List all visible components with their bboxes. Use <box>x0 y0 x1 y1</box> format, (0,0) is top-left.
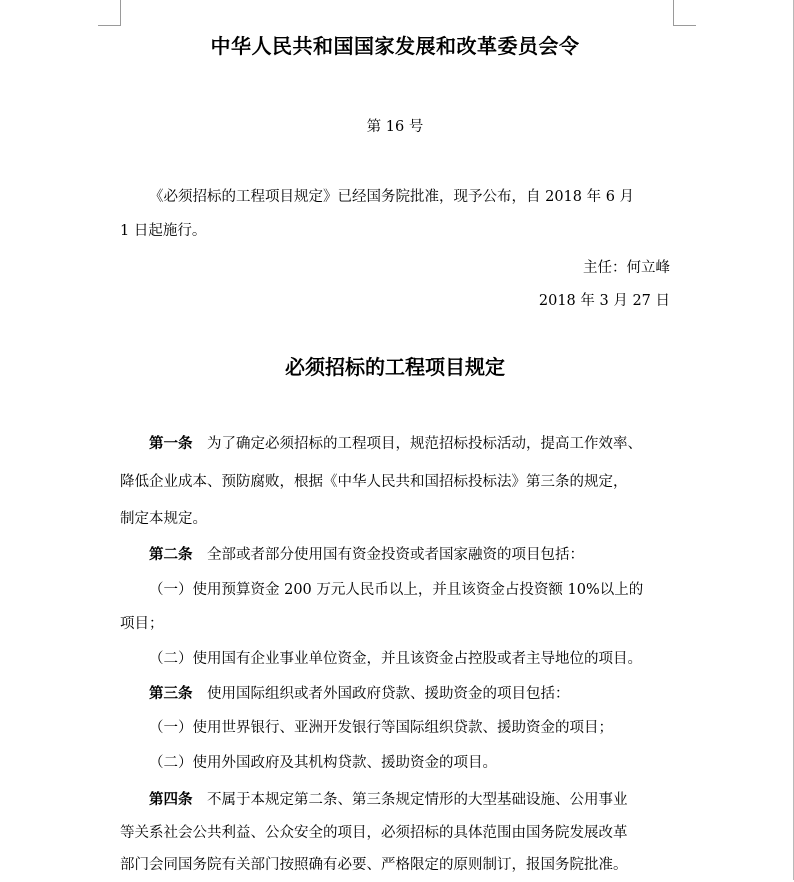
signer: 主任：何立峰 <box>583 260 670 276</box>
article-1-line-1 <box>120 427 670 461</box>
article-3-item-2: （二）使用外国政府及其机构贷款、援助资金的项目。 <box>149 755 497 771</box>
article-2-intro: 全部或者部分使用国有资金投资或者国家融资的项目包括： <box>207 547 584 563</box>
article-1-label: 第一条 <box>149 435 193 452</box>
article-4-text-1: 不属于本规定第二条、第三条规定情形的大型基础设施、公用事业 <box>207 792 628 808</box>
rule-title: 必须招标的工程项目规定 <box>285 355 505 379</box>
article-1-line-2: 降低企业成本、预防腐败，根据《中华人民共和国招标投标法》第三条的规定， <box>120 474 628 490</box>
article-3-intro: 使用国际组织或者外国政府贷款、援助资金的项目包括： <box>207 686 570 702</box>
article-1-text-1: 为了确定必须招标的工程项目，规范招标投标活动，提高工作效率、 <box>207 436 642 452</box>
promulgation-line-1: 《必须招标的工程项目规定》已经国务院批准，现予公布，自 2018 年 6 月 <box>149 189 635 205</box>
crop-mark-top-left <box>98 0 121 26</box>
order-number: 第 16 号 <box>366 119 424 135</box>
document-header: 中华人民共和国国家发展和改革委员会令 <box>210 34 580 58</box>
article-2-label: 第二条 <box>149 546 193 563</box>
promulgation-line-2: 1 日起施行。 <box>120 223 207 239</box>
article-2-item-1-line-2: 项目； <box>120 616 164 632</box>
article-2-line-1 <box>120 538 670 572</box>
article-4-line-2: 等关系社会公共利益、公众安全的项目，必须招标的具体范围由国务院发展改革 <box>120 825 628 841</box>
signing-date: 2018 年 3 月 27 日 <box>538 293 670 309</box>
article-3-item-1: （一）使用世界银行、亚洲开发银行等国际组织贷款、援助资金的项目； <box>149 720 613 736</box>
article-1-line-3: 制定本规定。 <box>120 511 207 527</box>
article-4-line-1 <box>120 783 670 817</box>
article-4-line-3: 部门会同国务院有关部门按照确有必要、严格限定的原则制订，报国务院批准。 <box>120 857 628 873</box>
article-4-label: 第四条 <box>149 791 193 808</box>
article-3-line-1 <box>120 677 670 711</box>
article-2-item-2: （二）使用国有企业事业单位资金，并且该资金占控股或者主导地位的项目。 <box>149 651 642 667</box>
article-2-item-1-line-1: （一）使用预算资金 200 万元人民币以上，并且该资金占投资额 10%以上的 <box>149 582 644 598</box>
crop-mark-top-right <box>673 0 696 26</box>
article-3-label: 第三条 <box>149 685 193 702</box>
